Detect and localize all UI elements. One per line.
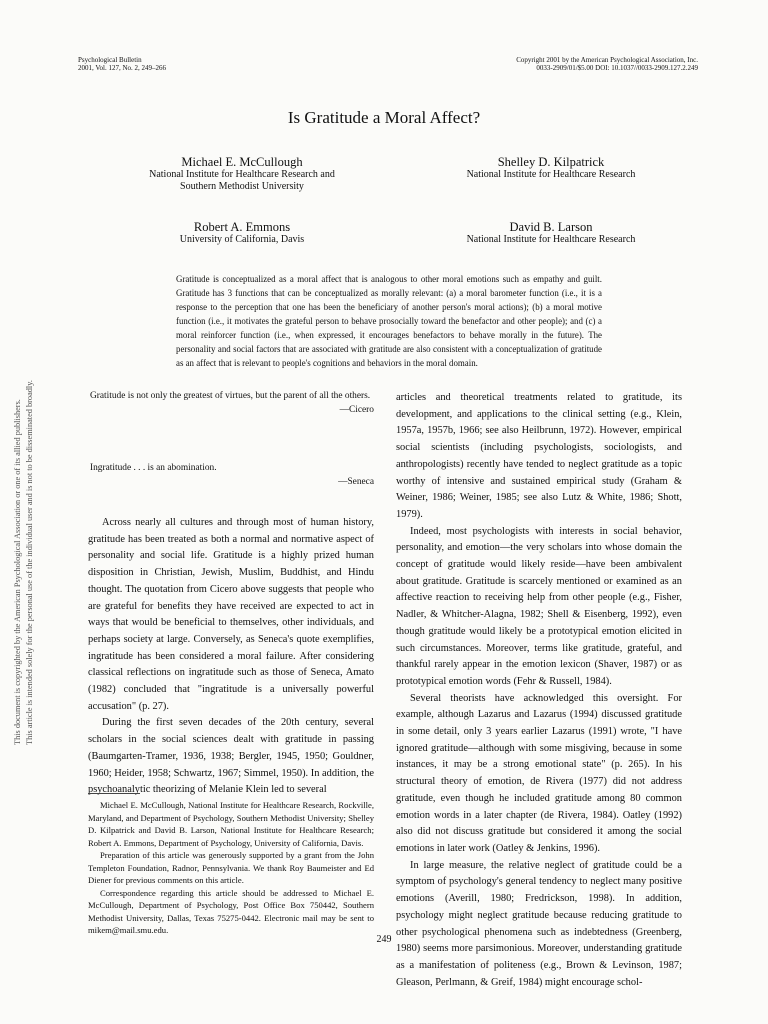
author-affiliation: National Institute for Healthcare Research and [149,169,335,180]
author-name: Michael E. McCullough [181,155,303,169]
doi-line: 0033-2909/01/$5.00 DOI: 10.1037//0033-2909.127.2.249 [536,64,698,72]
author-block-4 [436,220,666,246]
author-affiliation: National Institute for Healthcare Research [466,234,636,245]
body-paragraph: articles and theoretical treatments related to gratitude, its development, and applications to the clinical setting (e.g., Klein, 1957a, 1957b, 1966; see also Heilbrunn, 1972). However, empirical social scientists (including psychologists, sociologists, and anthropologists) recently have tended to neglect gratitude as a topic worthy of intensive and sustained empirical study (Graham & Weiner, 1986; Weiner, 1985; see also Lutz & White, 1986; Shott, 1979). [396,392,682,520]
copyright-notice [516,56,698,72]
author-affiliation: University of California, Davis [179,234,305,245]
author-name: David B. Larson [509,220,593,234]
epigraph-source: —Cicero [339,405,374,415]
footnote: Correspondence regarding this article should be addressed to Michael E. McCullough, Department of Psychology, Post Office Box 750442, Southern Methodist University, Dallas, Texas 75275-0442. Electronic mail may be sent to mikem@mail.smu.edu. [88,887,374,935]
footnote: Preparation of this article was generously supported by a grant from the John Templeton Foundation, Radnor, Pennsylvania. We thank Roy Baumeister and Ed Diener for previous comments on this article. [88,850,374,885]
paper-title: Is Gratitude a Moral Affect? [287,108,481,127]
epigraph [90,462,374,489]
journal-volume: 2001, Vol. 127, No. 2, 249–266 [78,64,167,72]
epigraph [90,390,374,417]
author-block-1 [112,155,372,193]
journal-name: Psychological Bulletin [78,56,142,64]
copyright-side-notice [12,285,36,745]
journal-citation [78,56,166,72]
body-paragraph: Several theorists have acknowledged this oversight. For example, although Lazarus and Lazarus (1994) discussed gratitude in some detail, only 3 years earlier Lazarus (1991) wrote, "I have ignored gratitude—although with some misgiving, because in some instances, it may be a strong emotional state" (p. 265). In his structural theory of emotion, de Rivera (1977) did not address gratitude, even though he included gratitude among 80 common emotion words in a later chapter (de Rivera, 1984). Oatley (1992) also did not discuss gratitude but considered it among the social emotions in later work (Oatley & Jenkins, 1996). [396,692,682,854]
side-notice-line: This article is intended solely for the personal use of the individual user and is not to be disseminated broadly. [25,380,34,745]
body-paragraph: Across nearly all cultures and through most of human history, gratitude has been treated as both a normal and normative aspect of personality and social life. Gratitude is a highly prized human disposition in Christian, Jewish, Muslim, Buddhist, and Hindu thought. The quotation from Cicero above suggests that people who are grateful for benefits they have received are expected to act in ways that would be beneficial to themselves, other individuals, and perhaps society at large. Conversely, as Seneca's quote exemplifies, ingratitude has been considered a moral failure. After considering classical reflections on ingratitude such as those of Seneca, Amato (1982) concluded that "ingratitude is a universally powerful accusation" (p. 27). [88,517,374,712]
copyright-line: Copyright 2001 by the American Psychological Association, Inc. [516,56,698,64]
author-name: Robert A. Emmons [193,220,291,234]
body-paragraph: In large measure, the relative neglect of gratitude could be a symptom of psychology's general tendency to neglect many positive emotions (Averill, 1980; Fredrickson, 1998). In addition, psychology might neglect gratitude because reducing gratitude to other psychological phenomena such as indebtedness (Greenberg, 1980) seems more parsimonious. Moreover, understanding gratitude as a manifestation of politeness (e.g., Brown & Levinson, 1987; Gleason, Perlmann, & Greif, 1984) might encourage schol- [396,859,682,988]
body-column-right [396,390,682,991]
author-name: Shelley D. Kilpatrick [497,155,605,169]
author-affiliation: Southern Methodist University [180,181,304,192]
abstract: Gratitude is conceptualized as a moral affect that is analogous to other moral emotions such as empathy and guilt. Gratitude has 3 functions that can be conceptualized as morally relevant: (a) a moral barometer function (i.e., it is a response to the perception that one has been the beneficiary of another person's moral actions); (b) a moral motive function (i.e., it motivates the grateful person to behave prosocially toward the benefactor and other people); and (c) a moral reinforcer function (i.e., when expressed, it encourages benefactors to behave morally in the future). The personality and social factors that are associated with gratitude are also consistent with a conceptualization of gratitude as an affect that is relevant to people's cognitions and behaviors in the moral domain. [176,274,602,368]
epigraph-quote: Ingratitude . . . is an abomination. [90,463,217,473]
footnotes [88,799,374,937]
body-column-left [88,515,374,799]
body-paragraph: Indeed, most psychologists with interests in social behavior, personality, and emotion—the very scholars into whose domain the concept of gratitude would likely reside—have been ambivalent about gratitude. Gratitude is scarcely mentioned or examined as an affective reaction to receiving help from other people (e.g., Fisher, Nadler, & Whitcher-Alagna, 1982; Shell & Eisenberg, 1992), even though gratitude would likely be a prototypical emotion elicited in such circumstances. Moreover, terms like gratitude, grateful, and thankful rarely appear in the emotion lexicon (Shaver, 1987) or as prototypical emotion words (Fehr & Russell, 1984). [396,525,682,687]
footnote: Michael E. McCullough, National Institute for Healthcare Research, Rockville, Maryland, and Department of Psychology, Southern Methodist University; Shelley D. Kilpatrick and David B. Larson, National Institute for Healthcare Research; Robert A. Emmons, Department of Psychology, University of California, Davis. [88,800,374,848]
author-affiliation: National Institute for Healthcare Research [466,169,636,180]
epigraph-source: —Seneca [338,477,374,487]
footnote-rule [88,793,140,794]
author-block-3 [112,220,372,246]
author-block-2 [436,155,666,181]
body-paragraph: During the first seven decades of the 20th century, several scholars in the social sciences dealt with gratitude in passing (Baumgarten-Tramer, 1936, 1938; Bergler, 1945, 1950; Gouldner, 1960; Heider, 1958; Schwartz, 1967; Simmel, 1950). In addition, the psychoanalytic theorizing of Melanie Klein led to several [88,717,374,796]
side-notice-line: This document is copyrighted by the American Psychological Association or one of its allied publishers. [13,399,22,745]
epigraph-quote: Gratitude is not only the greatest of virtues, but the parent of all the others. [90,391,371,401]
page-number: 249 [376,934,392,945]
